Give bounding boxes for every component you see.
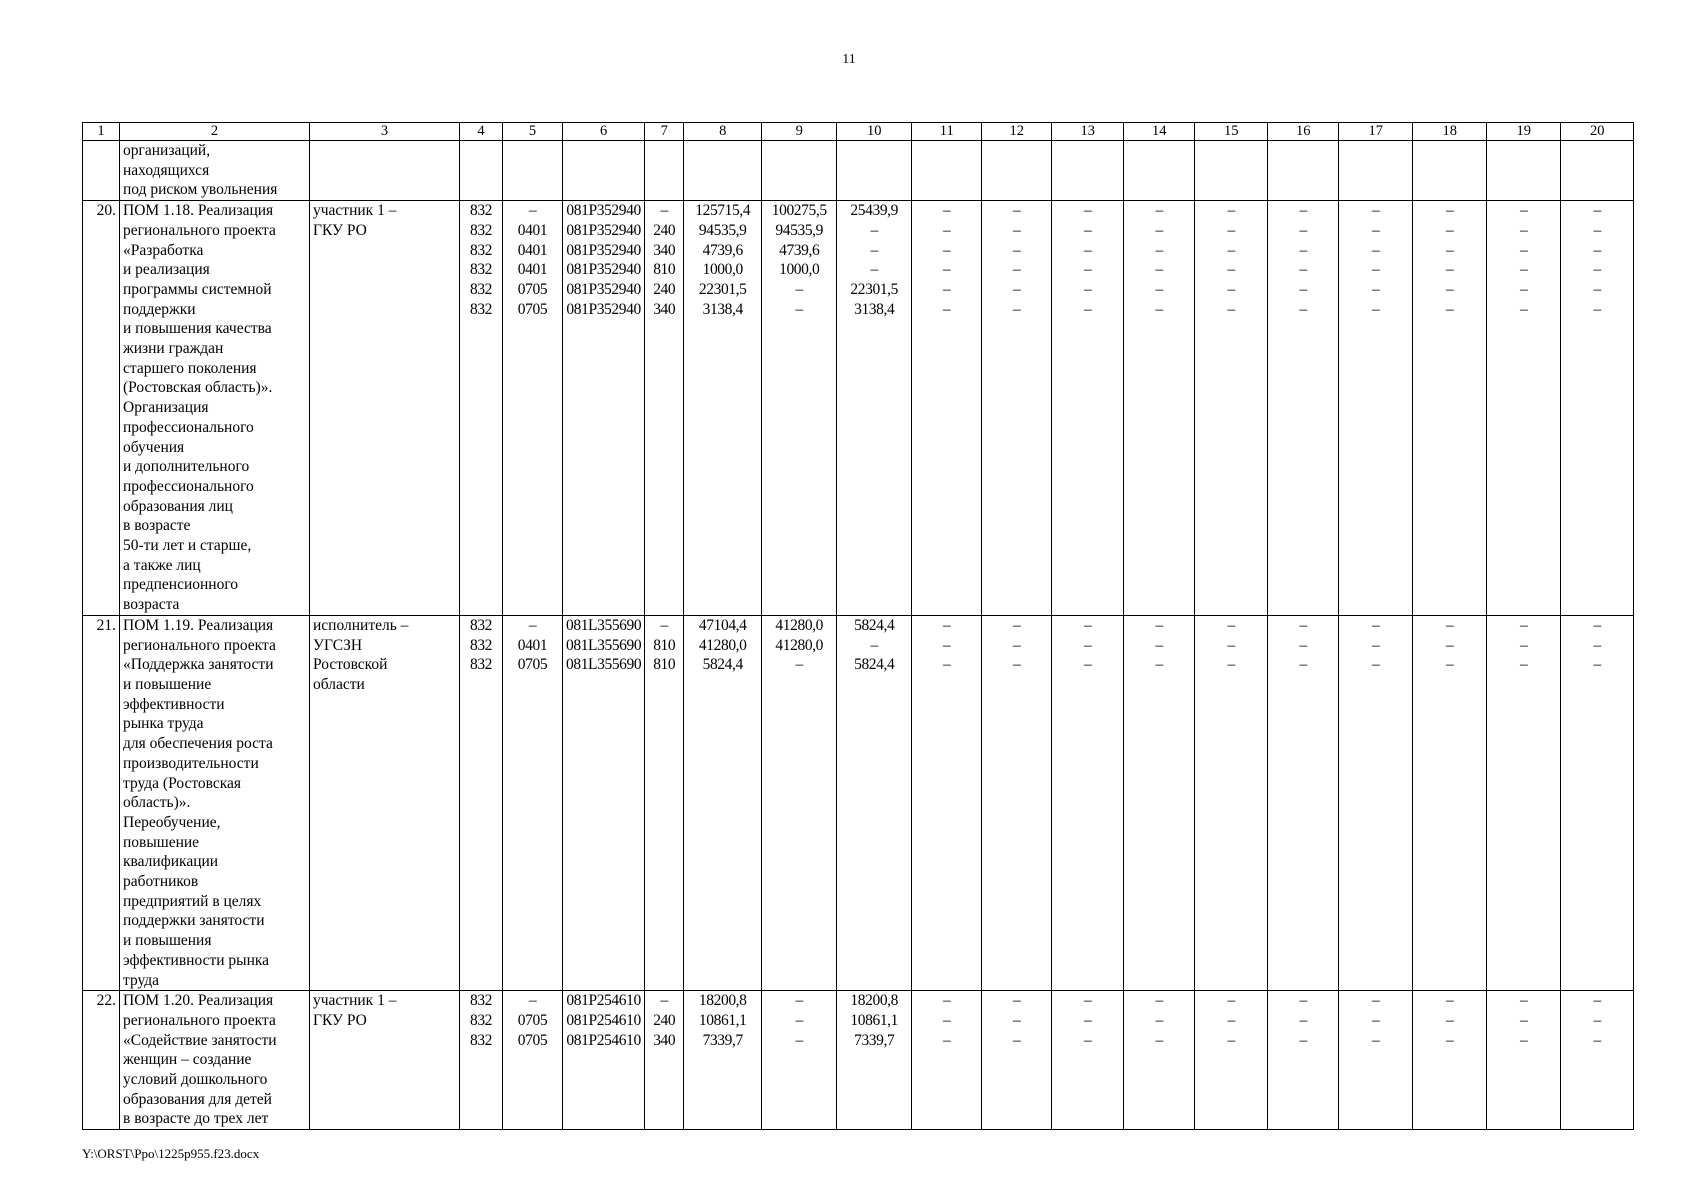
vr-codes: – 240 340 [645,991,684,1130]
row-number: 21. [83,615,120,990]
col19-values: – – – [1487,991,1561,1130]
row-number: 22. [83,991,120,1130]
col12-values: – – – [982,991,1052,1130]
col-header: 17 [1339,123,1413,141]
col16-values: – – – – – – [1268,201,1339,616]
col17-values: – – – [1339,615,1413,990]
col-header: 9 [762,123,837,141]
col-header: 15 [1195,123,1268,141]
col11-values: – – – [912,615,982,990]
grbs-codes: 832 832 832 [460,991,503,1130]
executor: участник 1 – ГКУ РО [310,201,460,616]
col10-values: 25439,9 – – – 22301,5 3138,4 [837,201,912,616]
file-path: Y:\ORST\Ppo\1225p955.f23.docx [82,1146,260,1161]
table-row [83,991,1634,1130]
col-header: 7 [645,123,684,141]
col19-values: – – – – – – [1487,201,1561,616]
col14-values: – – – – – – [1124,201,1195,616]
col17-values: – – – – – – [1339,201,1413,616]
col19-values: – – – [1487,615,1561,990]
col-header: 8 [684,123,762,141]
col10-values: 18200,8 10861,1 7339,7 [837,991,912,1130]
col-header: 1 [83,123,120,141]
budget-table [82,122,1634,1130]
col12-values: – – – [982,615,1052,990]
rzpr-codes: – 0401 0705 [503,615,563,990]
row-number: 20. [83,201,120,616]
col-header: 12 [982,123,1052,141]
vr-codes: – 240 340 810 240 340 [645,201,684,616]
col14-values: – – – [1124,991,1195,1130]
activity-name: ПОМ 1.20. Реализация регионального проекта «Содействие занятости женщин – создание условий дошкольного образования для детей в возрасте до трех лет [120,991,310,1130]
continuation-row [83,141,1634,201]
col13-values: – – – [1052,991,1124,1130]
csr-codes: 081P254610 081P254610 081P254610 [563,991,645,1130]
col20-values: – – – [1561,991,1634,1130]
table-row [83,615,1634,990]
activity-name: организаций, находящихся под риском увольнения [120,141,310,201]
col-header: 6 [563,123,645,141]
col14-values: – – – [1124,615,1195,990]
col15-values: – – – [1195,991,1268,1130]
col13-values: – – – [1052,615,1124,990]
col-header: 16 [1268,123,1339,141]
col16-values: – – – [1268,615,1339,990]
col20-values: – – – [1561,615,1634,990]
col16-values: – – – [1268,991,1339,1130]
rzpr-codes: – 0401 0401 0401 0705 0705 [503,201,563,616]
total-values: 125715,4 94535,9 4739,6 1000,0 22301,5 3138,4 [684,201,762,616]
col13-values: – – – – – – [1052,201,1124,616]
col-header: 5 [503,123,563,141]
total-values: 18200,8 10861,1 7339,7 [684,991,762,1130]
col20-values: – – – – – – [1561,201,1634,616]
col9-values: 100275,5 94535,9 4739,6 1000,0 – – [762,201,837,616]
col-header: 4 [460,123,503,141]
executor: участник 1 – ГКУ РО [310,991,460,1130]
col11-values: – – – – – – [912,201,982,616]
page-number: 11 [842,52,856,67]
col-header: 3 [310,123,460,141]
col18-values: – – – – – – [1413,201,1487,616]
col15-values: – – – [1195,615,1268,990]
col18-values: – – – [1413,615,1487,990]
col-header: 20 [1561,123,1634,141]
executor: исполнитель – УГСЗН Ростовской области [310,615,460,990]
total-values: 47104,4 41280,0 5824,4 [684,615,762,990]
grbs-codes: 832 832 832 [460,615,503,990]
csr-codes: 081P352940 081P352940 081P352940 081P352940 081P352940 081P352940 [563,201,645,616]
table-row [83,201,1634,616]
rzpr-codes: – 0705 0705 [503,991,563,1130]
col18-values: – – – [1413,991,1487,1130]
col-header: 11 [912,123,982,141]
col9-values: 41280,0 41280,0 – [762,615,837,990]
activity-name: ПОМ 1.18. Реализация регионального проекта «Разработка и реализация программы системной поддержки и повышения качества жизни граждан старшего поколения (Ростовская область)». Организация профессионального обучения и дополнительного профессионального образования лиц в возрасте 50-ти лет и старше, а также лиц предпенсионного возраста [120,201,310,616]
header-row [83,123,1634,141]
csr-codes: 081L355690 081L355690 081L355690 [563,615,645,990]
vr-codes: – 810 810 [645,615,684,990]
col-header: 14 [1124,123,1195,141]
col15-values: – – – – – – [1195,201,1268,616]
grbs-codes: 832 832 832 832 832 832 [460,201,503,616]
col-header: 13 [1052,123,1124,141]
col10-values: 5824,4 – 5824,4 [837,615,912,990]
col-header: 19 [1487,123,1561,141]
col-header: 18 [1413,123,1487,141]
col17-values: – – – [1339,991,1413,1130]
activity-name: ПОМ 1.19. Реализация регионального проекта «Поддержка занятости и повышение эффективности рынка труда для обеспечения роста производительности труда (Ростовская область)». Переобучение, повышение квалификации работников предприятий в целях поддержки занятости и повышения эффективности рынка труда [120,615,310,990]
col12-values: – – – – – – [982,201,1052,616]
col-header: 10 [837,123,912,141]
col11-values: – – – [912,991,982,1130]
col9-values: – – – [762,991,837,1130]
col-header: 2 [120,123,310,141]
